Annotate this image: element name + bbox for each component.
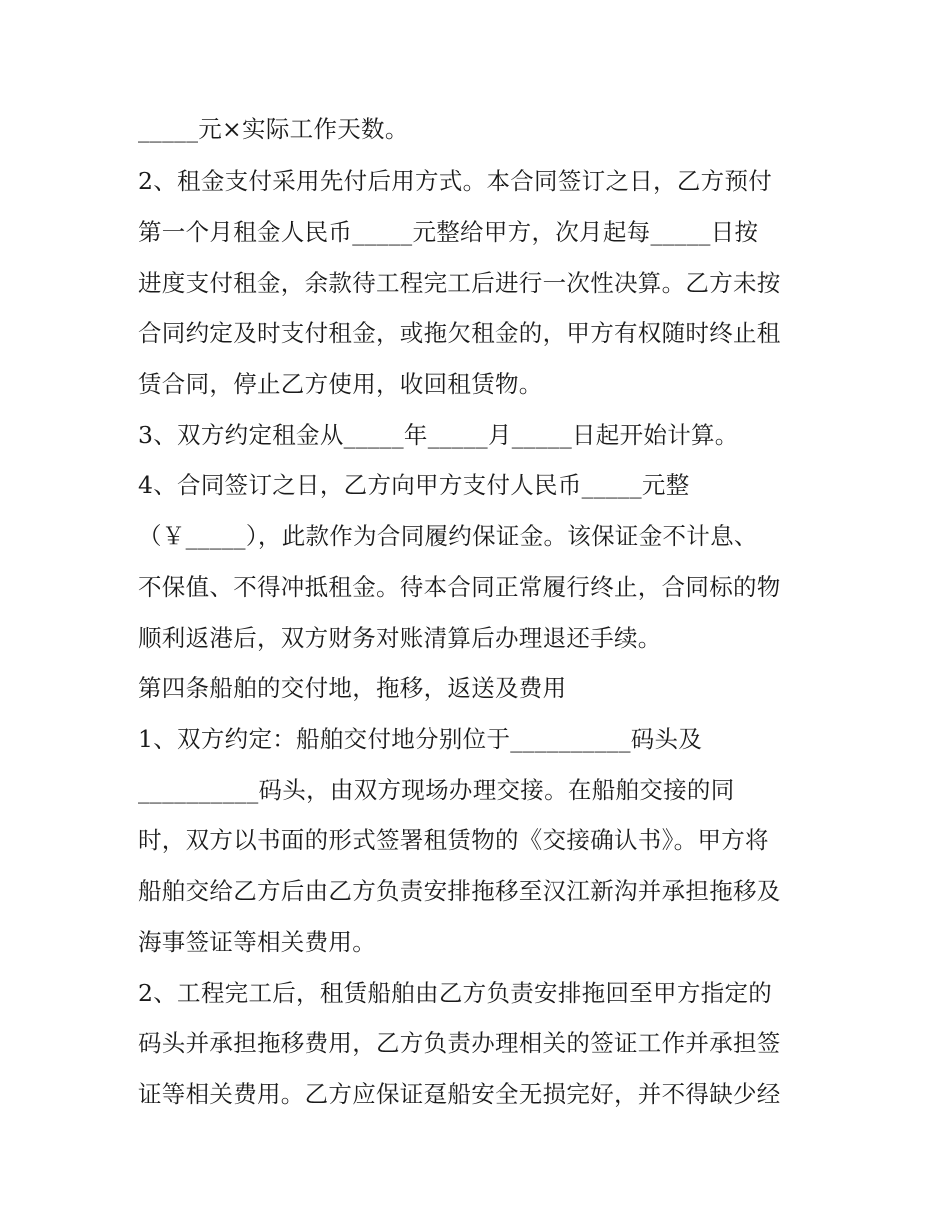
- text-line: __________码头，由双方现场办理交接。在船舶交接的同: [138, 776, 735, 804]
- text-line: 船舶交给乙方后由乙方负责安排拖移至汉江新沟并承担拖移及: [138, 877, 781, 905]
- text-line: 进度支付租金，余款待工程完工后进行一次性决算。乙方未按: [138, 269, 781, 297]
- text-line: _____元×实际工作天数。: [138, 115, 409, 143]
- text-line: 2、租金支付采用先付后用方式。本合同签订之日，乙方预付: [138, 167, 773, 195]
- text-line: 合同约定及时支付租金，或拖欠租金的，甲方有权随时终止租: [138, 319, 781, 347]
- text-line: 顺利返港后，双方财务对账清算后办理退还手续。: [138, 624, 662, 652]
- text-line: 第一个月租金人民币_____元整给甲方，次月起每_____日按: [138, 218, 759, 246]
- text-line: 不保值、不得冲抵租金。待本合同正常履行终止，合同标的物: [138, 573, 781, 601]
- text-line: 4、合同签订之日，乙方向甲方支付人民币_____元整: [138, 471, 690, 499]
- text-line: 时，双方以书面的形式签署租赁物的《交接确认书》。甲方将: [138, 826, 769, 854]
- text-line: 码头并承担拖移费用，乙方负责办理相关的签证工作并承担签: [138, 1029, 781, 1057]
- text-line: 海事签证等相关费用。: [138, 928, 376, 956]
- text-line: 2、工程完工后，租赁船舶由乙方负责安排拖回至甲方指定的: [138, 979, 773, 1007]
- section-heading: 第四条船舶的交付地，拖移，返送及费用: [138, 674, 567, 702]
- text-line: 1、双方约定：船舶交付地分别位于__________码头及: [138, 725, 703, 753]
- text-line: 证等相关费用。乙方应保证趸船安全无损完好，并不得缺少经: [138, 1080, 781, 1108]
- text-line: （￥_____），此款作为合同履约保证金。该保证金不计息、: [138, 522, 758, 550]
- text-line: 赁合同，停止乙方使用，收回租赁物。: [138, 370, 543, 398]
- text-line: 3、双方约定租金从_____年_____月_____日起开始计算。: [138, 421, 739, 449]
